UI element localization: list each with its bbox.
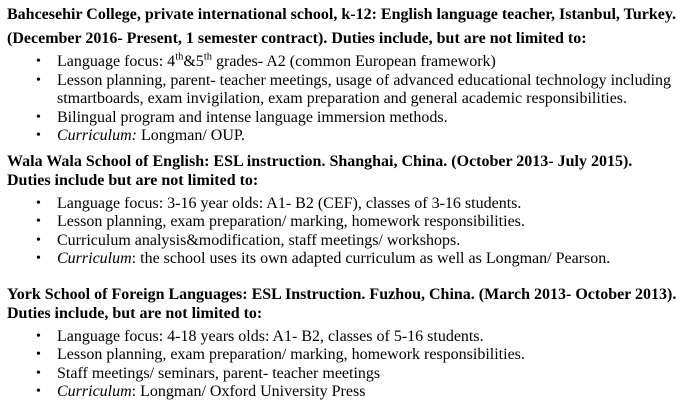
job-section-3-duty-list bbox=[7, 328, 695, 402]
job-section-1 bbox=[7, 3, 695, 146]
job-section-2 bbox=[7, 152, 695, 269]
duty-text: Lesson planning, exam preparation/ marking, homework responsibilities. bbox=[57, 213, 525, 230]
duty-list-item bbox=[7, 365, 695, 384]
job-section-2-heading-line-2: Duties include but are not limited to: bbox=[7, 172, 259, 189]
duty-list-item bbox=[7, 383, 695, 402]
duty-text: : the school uses its own adapted curriculum as well as Longman/ Pearson. bbox=[131, 250, 611, 267]
superscript-text: th bbox=[203, 51, 212, 63]
duty-list-item bbox=[7, 195, 695, 214]
duty-list-item bbox=[7, 328, 695, 347]
job-section-1-heading-line-2: (December 2016- Present, 1 semester contract). Duties include, but are not limited to: bbox=[7, 30, 587, 47]
duty-text: Bilingual program and intense language immersion methods. bbox=[57, 108, 448, 126]
duty-list-item bbox=[7, 232, 695, 251]
italic-label: Curriculum bbox=[57, 383, 132, 400]
duty-text: Lesson planning, parent- teacher meetings, usage of advanced educational technology including bbox=[57, 71, 672, 89]
duty-text: stmartboards, exam invigilation, exam preparation and general academic responsibilities. bbox=[57, 90, 628, 107]
duty-text: Staff meetings/ seminars, parent- teacher meetings bbox=[57, 364, 381, 382]
duty-text: Language focus: 3-16 year olds: A1- B2 (CEF), classes of 3-16 students. bbox=[57, 194, 522, 212]
duty-text: Curriculum analysis&modification, staff meetings/ workshops. bbox=[57, 231, 461, 249]
duty-list-item bbox=[7, 109, 695, 128]
duty-list-item bbox=[7, 53, 695, 72]
duty-text: Language focus: 4-18 years olds: A1- B2, classes of 5-16 students. bbox=[57, 327, 484, 345]
duty-list-item bbox=[7, 250, 695, 269]
italic-label: Curriculum: bbox=[57, 127, 137, 144]
italic-label: Curriculum bbox=[57, 250, 132, 267]
duty-list-item bbox=[7, 72, 695, 109]
job-section-3-heading-line-1: York School of Foreign Languages: ESL Instruction. Fuzhou, China. (March 2013- October 2013). bbox=[7, 285, 677, 303]
duty-list-item bbox=[7, 213, 695, 232]
job-section-1-duty-list bbox=[7, 53, 695, 146]
duty-text: Language focus: 4 bbox=[57, 53, 176, 70]
duty-text: grades- A2 (common European framework) bbox=[211, 53, 496, 70]
duty-list-item bbox=[7, 127, 695, 146]
duty-text: Lesson planning, exam preparation/ marking, homework responsibilities. bbox=[57, 346, 525, 363]
duty-text: Longman/ OUP. bbox=[137, 127, 245, 144]
superscript-text: th bbox=[175, 51, 184, 63]
duty-list-item bbox=[7, 346, 695, 365]
job-section-3 bbox=[7, 285, 695, 402]
job-section-3-heading-line-2: Duties include, but are not limited to: bbox=[7, 305, 263, 322]
duty-text: &5 bbox=[183, 53, 204, 70]
job-section-2-heading-line-1: Wala Wala School of English: ESL instruction. Shanghai, China. (October 2013- July 2015). bbox=[7, 152, 633, 170]
job-section-1-heading-line-1: Bahcesehir College, private international school, k-12: English language teacher, Istanbul, Turkey. bbox=[7, 6, 676, 23]
duty-text: : Longman/ Oxford University Press bbox=[131, 383, 366, 400]
job-section-2-duty-list bbox=[7, 195, 695, 269]
